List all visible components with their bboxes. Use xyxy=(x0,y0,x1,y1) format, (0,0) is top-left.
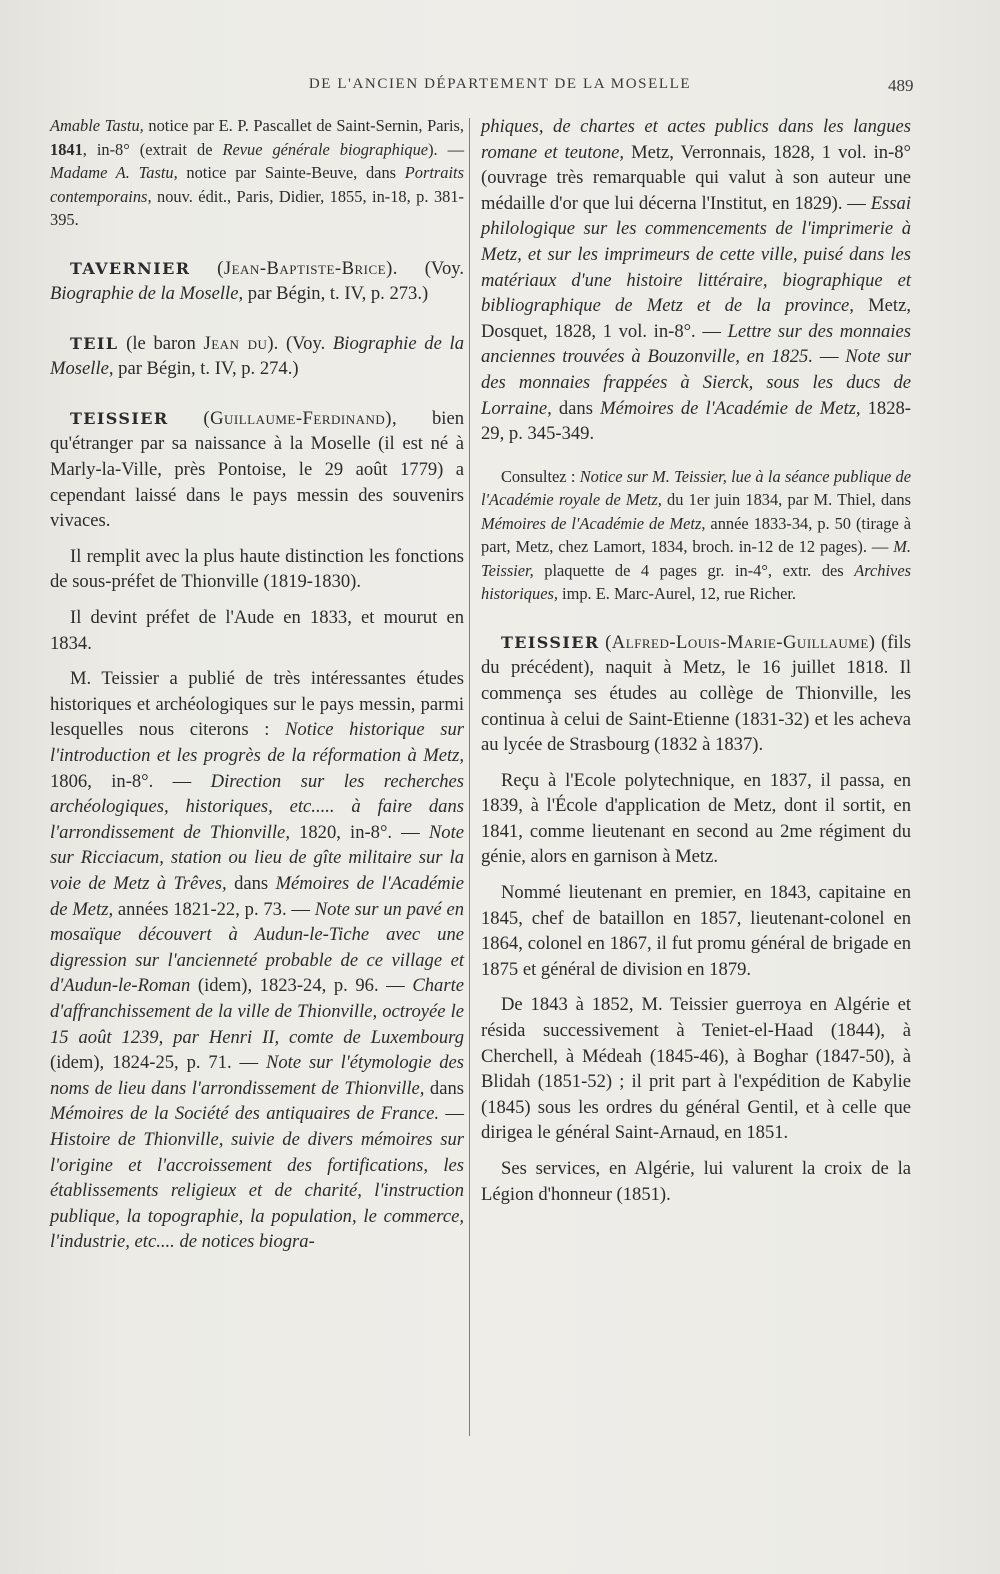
teissier-works-paragraph xyxy=(50,666,464,1255)
bold-text: 1841 xyxy=(50,139,83,159)
teissier-entry xyxy=(50,406,464,534)
italic-text: Mémoires de l'Académie de Metz, xyxy=(481,513,706,533)
page-number: 489 xyxy=(888,76,914,95)
italic-text: M. Teissier, xyxy=(481,537,911,580)
text: 1806, in-8°. — xyxy=(50,770,211,792)
italic-text: Direction sur les recherches archéologiques, historiques, etc..... à faire dans l'arrondissement de Thionville, xyxy=(50,770,464,843)
left-column xyxy=(50,114,464,1255)
italic-text: Note sur des monnaies frappées à Sierck, sous les ducs de Lorraine, xyxy=(481,346,911,419)
text: Metz, Verronnais, 1828, 1 vol. in-8° (ouvrage très remarquable qui valut à son auteur une médaille d'or que lui décerna l'Institut, en 1829). — xyxy=(481,141,911,214)
text: bien qu'étranger par sa naissance à la Moselle (il est né à Marly-la-Ville, près Pontoise, le 29 août 1779) a cependant laissé dans le pays messin des souvenirs vivaces. xyxy=(50,407,464,532)
text: ). (Voy. xyxy=(267,332,333,354)
tastu-entry xyxy=(50,114,464,232)
text: notice par Sainte-Beuve, dans xyxy=(177,163,405,182)
italic-text: Notice historique sur l'introduction et les progrès de la réformation à Metz, xyxy=(50,719,464,766)
text: dans xyxy=(551,397,601,419)
text: notice par E. P. Pascallet de Saint-Sernin, Paris, xyxy=(143,116,464,135)
text: — xyxy=(438,1103,464,1125)
italic-text: Essai philologique sur les commencements de l'imprimerie à Metz, et sur les imprimeurs de cette ville, puisé dans les matériaux d'une histoire littéraire, biographique et bibliographique de Metz et de la province, xyxy=(481,192,911,317)
italic-text: Archives historiques, xyxy=(481,560,911,604)
teissier2-paragraph: Nommé lieutenant en premier, en 1843, capitaine en 1845, chef de bataillon en 1857, lieutenant-colonel en 1864, colonel en 1867, il fut promu général de brigade en 1875 et général de division en 1879. xyxy=(481,882,911,980)
text: Metz, Dosquet, 1828, 1 vol. in-8°. — xyxy=(481,295,911,342)
text: Consultez : xyxy=(501,466,580,486)
italic-text: Note sur un pavé en mosaïque découvert à Audun-le-Tiche avec une digression sur l'ancienneté probable de ce village et d'Audun-le-Roman xyxy=(50,898,464,997)
text: , nouv. édit., Paris, Didier, 1855, in-18, p. 381-395. xyxy=(50,186,464,229)
given-names: (Jean-Baptiste-Brice). xyxy=(217,257,398,279)
given-names: (Guillaume-Ferdinand), xyxy=(203,407,398,429)
teissier-paragraph: Il remplit avec la plus haute distinction les fonctions de sous-préfet de Thionville (1819-1830). xyxy=(50,545,464,593)
right-column xyxy=(481,114,911,1207)
italic-text: Histoire de Thionville, suivie de divers mémoires sur l'origine et l'accroissement des fortifications, les établissements religieux et de charité, l'instruction publique, la topographie, la population, le commerce, l'industrie, etc.... de notices biogra- xyxy=(50,1128,464,1253)
italic-text: Amable Tastu, xyxy=(50,116,144,135)
text: 1820, in-8°. — xyxy=(289,821,429,843)
teissier2-paragraph: De 1843 à 1852, M. Teissier guerroya en Algérie et résida successivement à Teniet-el-Haad (1844), à Cherchell, à Médeah (1845-46), à Boghar (1847-50), à Blidah (1851-52) ; il prit part à l'expédition de Kabylie (1845) sous les ordres du général Gentil, et à celle que dirigea le général Saint-Arnaud, en 1851. xyxy=(481,994,911,1144)
text: dans xyxy=(226,872,276,894)
teissier-paragraph: Il devint préfet de l'Aude en 1833, et mourut en 1834. xyxy=(50,607,464,654)
text: (idem), 1824-25, p. 71. — xyxy=(50,1052,266,1074)
text: par Bégin, t. IV, p. 273.) xyxy=(243,283,429,305)
text: années 1821-22, p. 73. — xyxy=(113,898,315,920)
text: (fils du précédent), naquit à Metz, le 16 juillet 1818. Il commença ses études au collège de Thionville, les continua à celui de Saint-Etienne (1831-32) et les acheva au lycée de Strasbourg (1832 à 1837). xyxy=(481,631,911,756)
text: plaquette de 4 pages gr. in-4°, extr. des xyxy=(533,560,855,580)
teissier2-paragraph: Reçu à l'Ecole polytechnique, en 1837, il passa, en 1839, à l'École d'application de Metz, dont il sortit, en 1841, comme lieutenant en second au 2me régiment du génie, alors en garnison à Metz. xyxy=(481,769,911,868)
text: par Bégin, t. IV, p. 274.) xyxy=(113,358,299,380)
text: imp. E. Marc-Aurel, 12, rue Richer. xyxy=(557,584,797,604)
small-caps-name: Jean du xyxy=(203,332,268,354)
italic-text: Biographie de la Moselle, xyxy=(50,283,244,305)
entry-headword: TEISSIER xyxy=(501,632,600,652)
italic-text: Mémoires de la Société des antiquaires de France. xyxy=(50,1103,439,1125)
text: 1828-29, p. 345-349. xyxy=(481,397,911,445)
text: M. Teissier a publié de très intéressantes études historiques et archéologiques sur le pays messin, parmi lesquelles nous citerons : xyxy=(50,668,464,741)
given-names: (Alfred-Louis-Marie-Guillaume) xyxy=(605,631,876,653)
italic-text: Note sur l'étymologie des noms de lieu dans l'arrondissement de Thionville, xyxy=(50,1052,464,1099)
running-title: DE L'ANCIEN DÉPARTEMENT DE LA MOSELLE xyxy=(308,76,692,92)
italic-text: Portraits contemporains xyxy=(50,163,464,206)
text: dans xyxy=(424,1077,464,1099)
tavernier-entry xyxy=(50,256,464,307)
italic-text: phiques, de chartes et actes publics dans les langues romane et teutone, xyxy=(481,116,911,163)
text: , in-8° (extrait de xyxy=(82,139,223,159)
entry-headword: TEISSIER xyxy=(70,408,169,428)
italic-text: Lettre sur des monnaies anciennes trouvées à Bouzonville, en 1825. xyxy=(481,320,911,368)
text: (idem), 1823-24, p. 96. — xyxy=(190,975,413,997)
text: ). — xyxy=(428,139,464,159)
teissier2-entry xyxy=(481,630,911,758)
entry-headword: TEIL xyxy=(70,333,119,353)
italic-text: Notice sur M. Teissier, lue à la séance publique de l'Académie royale de Metz, xyxy=(481,466,911,510)
entry-headword: TAVERNIER xyxy=(70,258,191,278)
italic-text: Mémoires de l'Académie de Metz, xyxy=(600,397,861,419)
teissier2-paragraph: Ses services, en Algérie, lui valurent la croix de la Légion d'honneur (1851). xyxy=(481,1158,911,1205)
italic-text: Revue générale biographique xyxy=(222,139,429,159)
works-continuation xyxy=(481,114,911,447)
consultez-note xyxy=(481,465,911,606)
italic-text: Note sur Ricciacum, station ou lieu de gîte militaire sur la voie de Metz à Trêves, xyxy=(50,821,464,894)
italic-text: Madame A. Tastu, xyxy=(50,163,178,182)
teil-entry xyxy=(50,331,464,382)
text: (le baron xyxy=(118,332,204,354)
text: du 1er juin 1834, par M. Thiel, dans xyxy=(661,490,911,510)
text: — xyxy=(812,346,846,368)
italic-text: Biographie de la Moselle, xyxy=(50,332,464,380)
column-divider xyxy=(469,118,470,1436)
italic-text: Mémoires de l'Académie de Metz, xyxy=(50,872,464,920)
italic-text: Charte d'affranchissement de la ville de Thionville, octroyée le 15 août 1239, par Henri II, comte de Luxembourg xyxy=(50,975,464,1048)
text: (Voy. xyxy=(397,257,464,279)
text: année 1833-34, p. 50 (tirage à part, Metz, chez Lamort, 1834, broch. in-12 de 12 pages). — xyxy=(481,513,911,557)
